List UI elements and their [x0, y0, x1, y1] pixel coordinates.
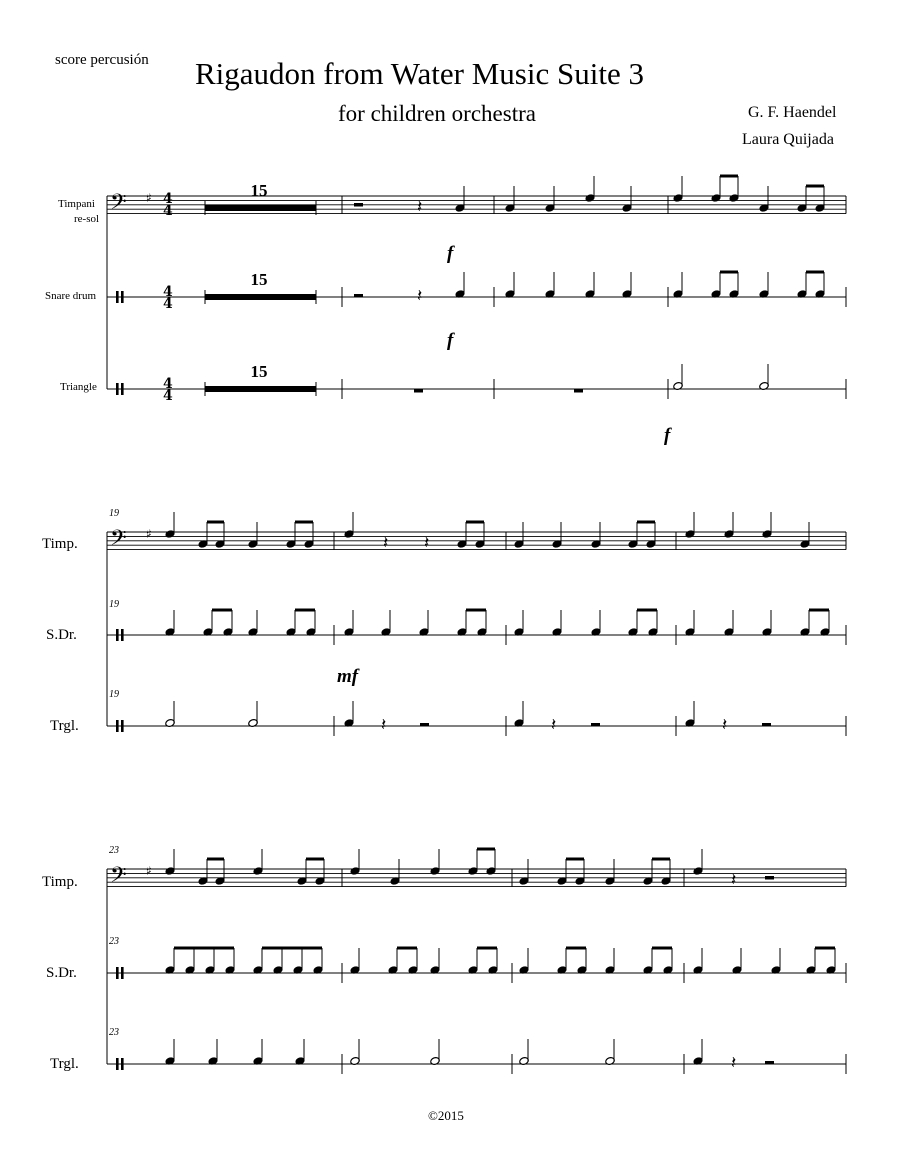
- quarter-rest: 𝄽: [381, 715, 387, 735]
- whole-rest: [414, 389, 423, 393]
- percussion-clef: [116, 291, 119, 303]
- half-rest: [354, 294, 363, 298]
- key-signature-sharp: ♯: [146, 527, 152, 541]
- part-label: score percusión: [55, 52, 149, 68]
- quarter-rest: 𝄽: [417, 197, 423, 217]
- instrument-label-timp-2: Timp.: [42, 536, 78, 552]
- multirest-bar: [205, 294, 316, 300]
- time-signature: 4: [163, 191, 173, 207]
- percussion-clef: [116, 629, 119, 641]
- time-signature: 4: [163, 388, 173, 404]
- multirest-count: 15: [250, 270, 268, 289]
- percussion-clef: [121, 291, 124, 303]
- dynamic-marking: mf: [337, 666, 359, 687]
- half-rest: [765, 1061, 774, 1065]
- time-signature: 4: [163, 203, 173, 219]
- measure-number: 19: [109, 508, 119, 519]
- score-title: Rigaudon from Water Music Suite 3: [195, 56, 644, 91]
- quarter-rest: 𝄽: [424, 533, 430, 553]
- instrument-label-trgl-2: Trgl.: [50, 718, 79, 734]
- measure-number: 23: [109, 936, 119, 947]
- quarter-rest: 𝄽: [731, 1053, 737, 1073]
- bass-clef: 𝄢: [110, 526, 127, 556]
- instrument-label-timpani-tuning: re-sol: [74, 213, 100, 225]
- half-rest: [765, 876, 774, 880]
- percussion-clef: [121, 629, 124, 641]
- quarter-rest: 𝄽: [383, 533, 389, 553]
- quarter-rest: 𝄽: [722, 715, 728, 735]
- bass-clef: 𝄢: [110, 190, 127, 220]
- time-signature: 4: [163, 296, 173, 312]
- key-signature-sharp: ♯: [146, 191, 152, 205]
- multirest-bar: [205, 386, 316, 392]
- score-subtitle: for children orchestra: [338, 101, 536, 126]
- half-rest: [354, 203, 363, 207]
- multirest-count: 15: [250, 362, 268, 381]
- instrument-label-sdr-3: S.Dr.: [46, 965, 77, 981]
- instrument-label-triangle: Triangle: [60, 381, 97, 393]
- time-signature: 4: [163, 284, 173, 300]
- whole-rest: [574, 389, 583, 393]
- time-signature: 4: [163, 376, 173, 392]
- percussion-clef: [121, 720, 124, 732]
- multirest-count: 15: [250, 181, 268, 200]
- percussion-clef: [121, 1058, 124, 1070]
- percussion-clef: [121, 383, 124, 395]
- dynamic-marking: f: [447, 243, 454, 264]
- instrument-label-snare: Snare drum: [45, 290, 97, 302]
- instrument-label-timp-3: Timp.: [42, 874, 78, 890]
- composer-name: G. F. Haendel: [748, 104, 837, 121]
- quarter-rest: 𝄽: [417, 286, 423, 306]
- percussion-clef: [116, 967, 119, 979]
- percussion-clef: [121, 967, 124, 979]
- copyright: ©2015: [428, 1108, 464, 1123]
- instrument-label-timpani: Timpani: [58, 198, 95, 210]
- quarter-rest: 𝄽: [551, 715, 557, 735]
- measure-number: 23: [109, 1027, 119, 1038]
- half-rest: [420, 723, 429, 727]
- key-signature-sharp: ♯: [146, 864, 152, 878]
- half-rest: [591, 723, 600, 727]
- percussion-clef: [116, 1058, 119, 1070]
- measure-number: 19: [109, 689, 119, 700]
- quarter-rest: 𝄽: [731, 870, 737, 890]
- arranger-name: Laura Quijada: [742, 131, 834, 148]
- half-rest: [762, 723, 771, 727]
- measure-number: 23: [109, 845, 119, 856]
- bass-clef: 𝄢: [110, 863, 127, 893]
- measure-number: 19: [109, 599, 119, 610]
- instrument-label-sdr-2: S.Dr.: [46, 627, 77, 643]
- dynamic-marking: f: [664, 425, 671, 446]
- multirest-bar: [205, 205, 316, 211]
- instrument-label-trgl-3: Trgl.: [50, 1056, 79, 1072]
- percussion-clef: [116, 383, 119, 395]
- dynamic-marking: f: [447, 330, 454, 351]
- percussion-clef: [116, 720, 119, 732]
